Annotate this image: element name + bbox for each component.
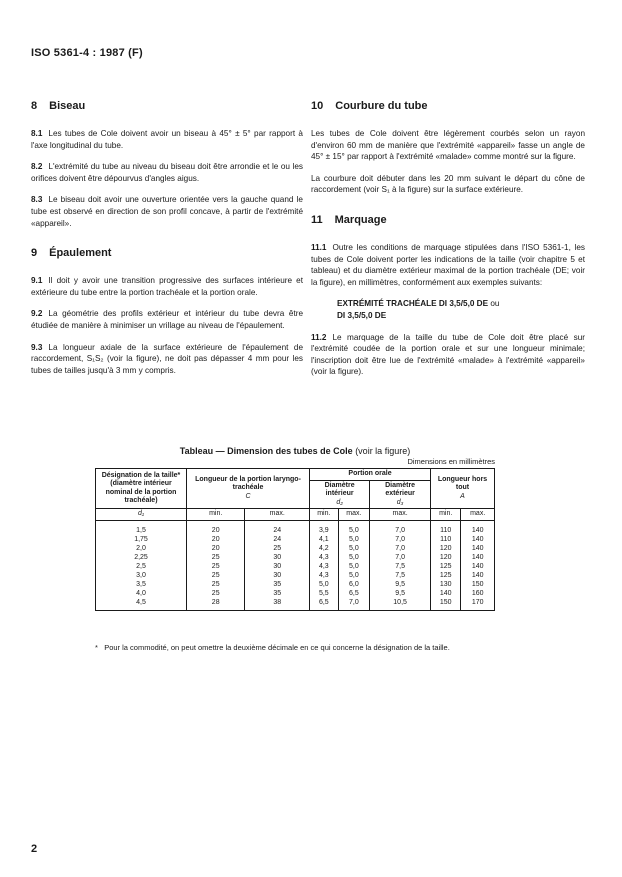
table-cell: 6,0 [338,580,370,589]
subheader-max: max. [461,509,495,521]
table-cell: 35 [245,580,310,589]
table-cell: 5,0 [310,580,339,589]
table-cell: 20 [187,535,245,544]
document-header: ISO 5361-4 : 1987 (F) [31,47,143,59]
table-row [96,520,495,535]
table-cell: 5,0 [338,562,370,571]
section-number: 9 [31,247,38,260]
table-cell: 140 [461,571,495,580]
table-cell: 110 [431,520,461,535]
header-length: Longueur de la portion laryngo-trachéale C [187,469,310,509]
table-cell: 140 [461,562,495,571]
section-title: Épaulement [49,247,112,260]
table-row [96,553,495,562]
table-cell: 125 [431,562,461,571]
paragraph-11-2 [311,332,585,378]
section-8-heading [31,100,303,112]
example-separator: ou [490,299,500,309]
table-cell: 25 [245,544,310,553]
paragraph-text: L'extrémité du tube au niveau du biseau doit être arrondie et le ou les orifices doivent être dépourvus d'angles aigus. [31,162,303,183]
table-cell: 4,0 [96,589,187,598]
table-cell: 4,1 [310,535,339,544]
paragraph-text: La géométrie des profils extérieur et intérieur du tube devra être étudiée de manière à minimiser un vrillage au niveau de l'épaulement. [31,309,303,330]
table-cell: 35 [245,589,310,598]
paragraph-8-2 [31,161,303,184]
table-cell: 5,0 [338,553,370,562]
table-cell: 10,5 [370,598,431,611]
table-units: Dimensions en millimètres [407,457,495,466]
table-cell: 2,5 [96,562,187,571]
page-number: 2 [31,843,38,855]
paragraph-number: 8.3 [31,195,43,205]
paragraph-number: 9.3 [31,342,43,352]
table-cell: 4,3 [310,553,339,562]
paragraph-8-1 [31,128,303,151]
table-cell: 140 [461,544,495,553]
table-cell: 120 [431,553,461,562]
header-oral-portion: Portion orale [310,469,431,481]
table-cell: 4,5 [96,598,187,611]
header-designation: Désignation de la taille* (diamètre intérieur nominal de la portion trachéale) [96,469,187,509]
table-cell: 140 [461,535,495,544]
symbol-a: A [460,492,465,500]
section-number: 8 [31,100,38,112]
symbol-d2: d₂ [336,498,343,506]
paragraph-number: 9.2 [31,309,43,319]
section-number: 10 [311,100,324,112]
table-cell: 7,0 [338,598,370,611]
paragraph-text: Le biseau doit avoir une ouverture orientée vers la gauche quand le tube est observé en direction de son profil concave, à partir de l'extrémité «appareil». [31,195,303,228]
table-row [96,571,495,580]
table-cell: 140 [431,589,461,598]
table-cell: 28 [187,598,245,611]
section-9-heading [31,247,303,259]
table-cell: 30 [245,562,310,571]
paragraph-text: Il doit y avoir une transition progressive des surfaces intérieure et extérieure du tube entre la portion trachéale et la portion orale. [31,276,303,297]
subheader-min: min. [431,509,461,521]
paragraph-9-2 [31,308,303,331]
table-cell: 5,0 [338,535,370,544]
section-number: 11 [311,213,323,226]
table-cell: 4,3 [310,571,339,580]
paragraph-text: Outre les conditions de marquage stipulées dans l'ISO 5361-1, les tubes de Cole doivent porter les indications de la taille (voir chapitre 5 et tableau) et du diamètre extérieur maximal de la portion trachéale (DE; voir la figure), en millimètres, conformément aux exemples suivants: [311,242,585,287]
paragraph-number: 8.1 [31,129,43,138]
table-cell: 140 [461,520,495,535]
right-column [311,100,585,388]
table-cell: 24 [245,535,310,544]
table-cell: 20 [187,520,245,535]
table-cell: 24 [245,520,310,535]
paragraph-9-3 [31,342,303,377]
table-cell: 7,0 [370,553,431,562]
header-total-length: Longueur hors tout A [431,469,495,509]
table-cell: 1,5 [96,520,187,535]
table-cell: 6,5 [310,598,339,611]
paragraph-text: La longueur axiale de la surface extérieure de l'épaulement de raccordement, S₁S₂ (voir la figure), ne doit pas dépasser 4 mm pour les tubes de tailles jusqu'à 3 mm y compris. [31,342,303,375]
marking-example-1: EXTRÉMITÉ TRACHÉALE DI 3,5/5,0 DE ou [337,299,500,309]
table-cell: 150 [431,598,461,611]
table-cell: 120 [431,544,461,553]
table-body [96,520,495,610]
table-cell: 38 [245,598,310,611]
paragraph-10-2: La courbure doit débuter dans les 20 mm suivant le départ du cône de raccordement (voir S₁ à la figure) sur la surface extérieure. [311,173,585,195]
table-row [96,562,495,571]
table-cell: 150 [461,580,495,589]
table-cell: 5,0 [338,520,370,535]
paragraph-11-1 [311,242,585,288]
table-cell: 3,5 [96,580,187,589]
table-cell: 9,5 [370,580,431,589]
table-cell: 25 [187,571,245,580]
paragraph-9-1 [31,275,303,298]
paragraph-10-1: Les tubes de Cole doivent être légèrement courbés selon un rayon d'environ 60 mm de manière que l'extrémité «appareil» fasse un angle de 45° ± 15° par rapport à l'extrémité «malade» comme montré sur la figure. [311,129,585,162]
subheader-max: max. [338,509,370,521]
paragraph-text: Le marquage de la taille du tube de Cole doit être placé sur l'extrémité coudée de la portion orale et sur une longueur minimale; l'inscription doit être lue de l'extrémité «malade» à l'extrémité «appareil» (voir la figure). [311,332,585,377]
table-row [96,598,495,611]
table-cell: 125 [431,571,461,580]
subheader-min: min. [310,509,339,521]
table-cell: 3,0 [96,571,187,580]
table-cell: 4,2 [310,544,339,553]
table-cell: 160 [461,589,495,598]
subheader-max: max. [245,509,310,521]
table-cell: 5,0 [338,544,370,553]
table-cell: 140 [461,553,495,562]
table-cell: 3,9 [310,520,339,535]
table-row [96,589,495,598]
table-cell: 30 [245,571,310,580]
paragraph-text: Les tubes de Cole doivent avoir un biseau à 45° ± 5° par rapport à l'axe longitudinal du tube. [31,129,303,150]
table-cell: 5,0 [338,571,370,580]
dimension-table [95,468,495,611]
table-cell: 25 [187,580,245,589]
table-cell: 2,0 [96,544,187,553]
marking-examples [337,298,585,321]
table-row [96,580,495,589]
paragraph-number: 11.1 [311,242,327,252]
table-cell: 7,0 [370,520,431,535]
table-cell: 7,5 [370,562,431,571]
footnote-text: Pour la commodité, on peut omettre la deuxième décimale en ce qui concerne la désignation de la taille. [104,643,450,652]
table-cell: 7,5 [370,571,431,580]
table-caption-ref: (voir la figure) [355,446,411,456]
table-cell: 25 [187,589,245,598]
section-10-heading [311,100,585,112]
symbol-d1: d₁ [96,509,187,521]
section-title: Marquage [334,213,387,226]
table-cell: 130 [431,580,461,589]
section-11-heading [311,214,585,226]
table-cell: 110 [431,535,461,544]
subheader-min: min. [187,509,245,521]
header-outer-diameter: Diamètre extérieur d₃ [370,480,431,509]
paragraph-8-3 [31,194,303,229]
table-cell: 25 [187,553,245,562]
left-column [31,100,303,386]
paragraph-number: 9.1 [31,276,43,286]
marking-example-2: DI 3,5/5,0 DE [337,310,387,320]
table-cell: 2,25 [96,553,187,562]
table-cell: 25 [187,562,245,571]
symbol-d3: d₃ [396,498,404,506]
table-caption: Tableau — Dimension des tubes de Cole (voir la figure) [179,446,411,456]
paragraph-number: 11.2 [311,332,327,342]
paragraph-number: 8.2 [31,162,43,172]
table-cell: 7,0 [370,535,431,544]
table-cell: 4,3 [310,562,339,571]
table-row [96,535,495,544]
table-cell: 1,75 [96,535,187,544]
table-cell: 9,5 [370,589,431,598]
header-inner-diameter: Diamètre intérieur d₂ [310,480,370,509]
table-cell: 170 [461,598,495,611]
table-cell: 6,5 [338,589,370,598]
table-cell: 30 [245,553,310,562]
table-row [96,544,495,553]
table-cell: 5,5 [310,589,339,598]
dimension-table-block [95,446,495,611]
table-cell: 7,0 [370,544,431,553]
table-footnote [95,643,535,652]
footnote-mark: * [95,643,98,652]
subheader-max: max. [370,509,431,521]
table-cell: 20 [187,544,245,553]
section-title: Biseau [49,100,86,112]
section-title: Courbure du tube [335,100,428,112]
symbol-c: C [245,492,251,500]
